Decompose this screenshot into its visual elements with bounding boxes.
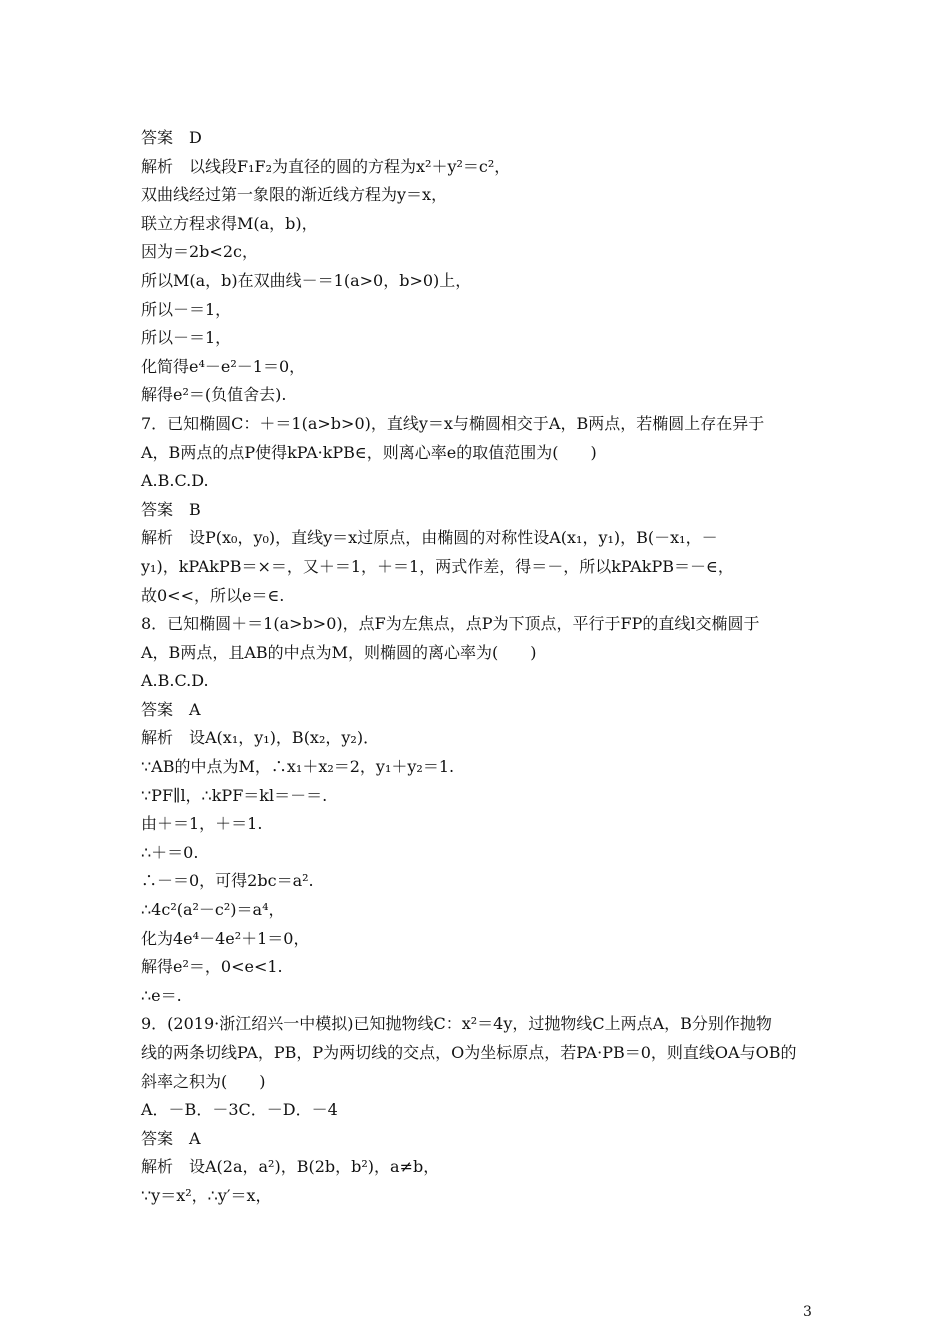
text-line: ∴e＝. (141, 985, 182, 1005)
answer-options: A.B.C.D. (141, 671, 209, 691)
question-9: 9．(2019·浙江绍兴一中模拟)已知抛物线C：x²＝4y，过抛物线C上两点A，B分别作抛物 (141, 1014, 772, 1034)
text-line: 化为4e⁴－4e²＋1＝0， (141, 928, 310, 948)
text-line: 解析 设A(2a，a²)，B(2b，b²)，a≠b， (141, 1157, 440, 1177)
question-7: 7．已知椭圆C：＋＝1(a>b>0)，直线y＝x与椭圆相交于A，B两点，若椭圆上存在异于 (141, 413, 765, 433)
text-line: 斜率之积为( ) (141, 1071, 266, 1091)
text-line: 由＋＝1，＋＝1. (141, 814, 263, 834)
document-body (141, 124, 821, 1211)
text-line: 所以M(a，b)在双曲线－＝1(a>0，b>0)上， (141, 270, 472, 290)
text-line: ∵AB的中点为M，∴x₁＋x₂＝2，y₁＋y₂＝1. (141, 757, 455, 777)
text-line: 故0<<，所以e＝∈. (141, 585, 285, 605)
text-line: 答案 B (141, 499, 201, 519)
text-line: 解得e²＝，0<e<1. (141, 957, 283, 977)
text-line: 解得e²＝(负值舍去). (141, 385, 287, 405)
text-line: 联立方程求得M(a，b)， (141, 213, 318, 233)
text-line: 解析 以线段F₁F₂为直径的圆的方程为x²＋y²＝c²， (141, 156, 511, 176)
text-line: ∴－＝0，可得2bc＝a². (141, 871, 314, 891)
text-line: 解析 设A(x₁，y₁)，B(x₂，y₂)． (141, 728, 380, 748)
text-line: 所以－＝1， (141, 328, 232, 348)
text-line: ∴＋＝0. (141, 842, 199, 862)
text-line: 双曲线经过第一象限的渐近线方程为y＝x， (141, 185, 448, 205)
answer-options: A.B.C.D. (141, 471, 209, 491)
text-line: ∵y＝x²，∴y′＝x， (141, 1185, 272, 1205)
text-line: 答案 A (141, 699, 201, 719)
text-line: 答案 A (141, 1128, 201, 1148)
text-line: 所以－＝1， (141, 299, 232, 319)
answer-options: A．－B．－3C．－D．－4 (141, 1100, 338, 1120)
text-line: 答案 D (141, 128, 202, 147)
text-line: 因为＝2b<2c， (141, 242, 258, 262)
text-line: A，B两点的点P使得kPA·kPB∈，则离心率e的取值范围为( ) (141, 442, 597, 462)
text-line: y₁)，kPAkPB＝×＝，又＋＝1，＋＝1，两式作差，得＝－，所以kPAkPB＝－∈， (141, 556, 734, 576)
text-line: 化简得e⁴－e²－1＝0， (141, 356, 306, 376)
text-line: 线的两条切线PA，PB，P为两切线的交点，O为坐标原点，若PA·PB＝0，则直线OA与OB的 (141, 1043, 797, 1062)
question-8: 8．已知椭圆＋＝1(a>b>0)，点F为左焦点，点P为下顶点，平行于FP的直线l交椭圆于 (141, 614, 760, 634)
page-number: 3 (803, 1304, 812, 1320)
text-line: A，B两点，且AB的中点为M，则椭圆的离心率为( ) (141, 642, 537, 662)
text-line: 解析 设P(x₀，y₀)，直线y＝x过原点，由椭圆的对称性设A(x₁，y₁)，B(－x₁，－ (141, 528, 718, 548)
text-line: ∵PF∥l，∴kPF＝kl＝－＝. (141, 785, 328, 805)
text-line: ∴4c²(a²－c²)＝a⁴， (141, 900, 285, 920)
